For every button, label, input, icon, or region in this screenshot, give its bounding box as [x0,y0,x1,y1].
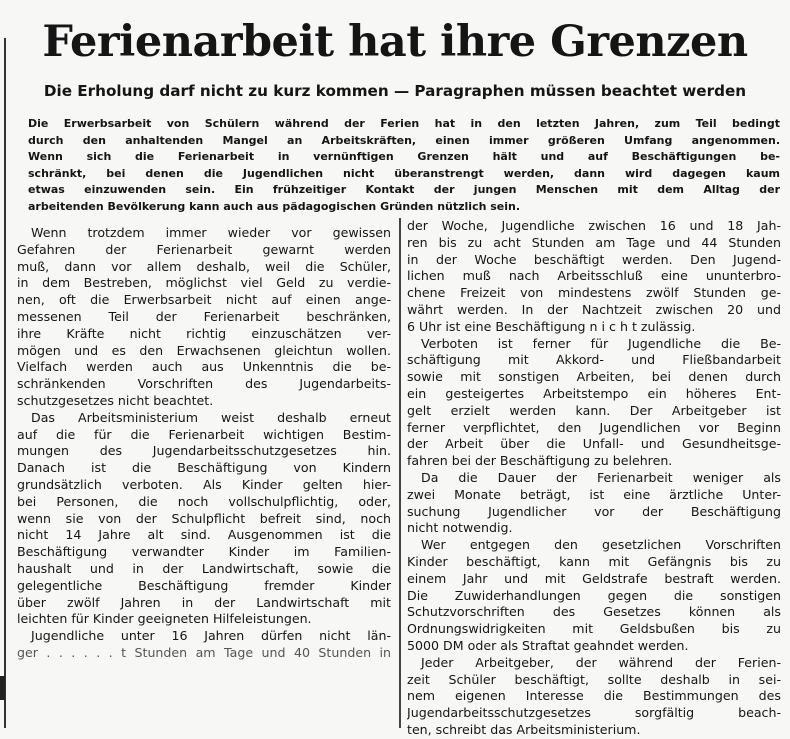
text-line: Vielfach werden auch aus Unkenntnis die be- [17,359,391,375]
left-column-rule [4,38,6,728]
text-line: grundsätzlich verboten. Als Kinder gelten hier- [17,476,391,492]
text-line: nen, oft die Erwerbsarbeit nicht auf einen ange- [17,292,391,308]
text-line: Das Arbeitsministerium weist deshalb erneut [31,409,391,425]
text-line: messenen Teil der Ferienarbeit beschränken, [17,308,391,324]
text-line: Beschäftigung verwandter Kinder im Familien- [17,544,391,560]
text-line: Verboten ist ferner für Jugendliche die Be- [421,335,781,351]
text-line: ihre Kräfte nicht richtig einzuschätzen ver- [17,325,391,341]
text-line: Ordnungswidrigkeiten mit Geldsbußen bis zu [407,621,781,637]
text-line: Wer entgegen den gesetzlichen Vorschriften [421,537,781,553]
text-line: 6 Uhr ist eine Beschäftigung n i c h t zulässig. [407,318,696,334]
text-line: ren bis zu acht Stunden am Tage und 44 Stunden [407,234,781,250]
text-line: haushalt und in der Landwirtschaft, sowie die [17,560,391,576]
article-headline: Ferienarbeit hat ihre Grenzen [42,17,748,67]
text-line: Jugendliche unter 16 Jahren dürfen nicht län- [31,628,391,644]
text-line: gelt erzielt werden kann. Der Arbeitgeber ist [407,402,781,418]
lead-line: Wenn sich die Ferienarbeit in vernünftigen Grenzen hält und auf Beschäftigungen be- [28,150,780,163]
article-lead-paragraph [28,116,780,215]
article-column-left [17,225,391,662]
text-line: leichten für Kinder geeigneten Hilfeleistungen. [17,611,312,627]
text-line: ein gesteigertes Arbeitstempo ein höheres Ent- [407,385,781,401]
text-line: muß, dann vor allem deshalb, weil die Schüler, [17,258,391,274]
text-line: bei Personen, die noch vollschulpflichtig, oder, [17,493,391,509]
text-line: suchung Jugendlicher vor der Beschäftigung [407,503,781,519]
article-column-right [407,218,781,739]
lead-line: Die Erwerbsarbeit von Schülern während der Ferien hat in den letzten Jahren, zum Teil bedingt [28,117,780,130]
article-subheadline: Die Erholung darf nicht zu kurz kommen — Paragraphen müssen beachtet werden [43,82,747,100]
text-line: Wenn trotzdem immer wieder vor gewissen [31,225,391,240]
text-line: Danach ist die Beschäftigung von Kindern [17,460,391,476]
text-line: ten, schreibt das Arbeitsministerium. [407,721,641,737]
lead-line: durch den anhaltenden Mangel an Arbeitskräften, einen immer größeren Umfang angenommen. [28,133,780,147]
text-line: zwei Monate beträgt, ist eine ärztliche Unter- [407,486,781,502]
scan-edge-mark [0,676,5,700]
text-line: einem Jahr und mit Geldstrafe bestraft werden. [407,570,781,586]
text-line: in dem Bestreben, möglichst viel Geld zu verdie- [17,275,391,291]
text-line: Da die Dauer der Ferienarbeit weniger als [421,469,781,485]
text-line: zeit Schüler beschäftigt, sollte deshalb in sei- [407,671,781,687]
text-line: währt werden. In der Nachtzeit zwischen 20 und [407,301,781,317]
text-line: Die Zuwiderhandlungen gegen die sonstigen [407,587,781,603]
text-line: schäftigung mit Akkord- und Fließbandarbeit [407,352,781,368]
text-line: wenn sie von der Schulpflicht befreit sind, noch [17,510,391,526]
text-line: nicht 14 Jahre alt sind. Ausgenommen ist die [17,527,391,543]
text-line: nicht notwendig. [407,520,513,536]
text-line: lichen muß nach Arbeitsschluß eine ununterbro- [407,268,781,284]
text-line: nem eigenen Interesse die Bestimmungen des [407,688,781,704]
text-line: mungen des Jugendarbeitsschutzgesetzes hin. [17,443,391,459]
text-line: der Arbeit über die Unfall- und Gesundheitsge- [407,436,781,452]
text-line: mögen und es den Erwachsenen gleichtun wollen. [17,342,391,358]
text-line: Jugendarbeitsschutzgesetzes sorgfältig beach- [407,705,781,721]
text-line: chene Freizeit von mindestens zwölf Stunden ge- [407,285,781,301]
text-line: ger . . . . . . t Stunden am Tage und 40 Stunden in [17,644,391,660]
text-line: auf die für die Ferienarbeit wichtigen Bestim- [17,426,391,442]
text-line: Gefahren der Ferienarbeit gewarnt werden [17,241,391,257]
text-line: Jeder Arbeitgeber, der während der Ferien- [421,654,781,670]
lead-line: schränkt, bei denen die Jugendlichen nicht überanstrengt werden, dann wird dagegen kaum [28,166,780,180]
text-line: schutzgesetzes nicht beachtet. [17,392,214,408]
text-line: fahren bei der Beschäftigung zu belehren. [407,453,673,469]
lead-line: arbeitenden Bevölkerung kann auch aus pädagogischen Gründen nützlich sein. [28,199,521,213]
text-line: Schutzvorschriften des Gesetzes können als [407,604,781,620]
text-line: Kinder beschäftigt, kann mit Gefängnis bis zu [407,553,781,569]
text-line: in der Woche beschäftigt werden. Den Jugend- [407,251,781,267]
text-line: ferner verpflichtet, den Jugendlichen vor Beginn [407,419,781,435]
text-line: 5000 DM oder als Straftat geahndet werden. [407,637,689,653]
text-line: über zwölf Jahren in der Landwirtschaft mit [17,594,391,610]
text-line: gelegentliche Beschäftigung fremder Kinder [17,577,391,593]
text-line: schränkenden Vorschriften des Jugendarbeits- [17,376,391,392]
column-divider-rule [399,218,401,728]
text-line: der Woche, Jugendliche zwischen 16 und 18 Jah- [407,218,781,233]
lead-line: etwas einzuwenden sein. Ein frühzeitiger Kontakt der jungen Menschen mit dem Alltag der [28,183,780,196]
text-line: sowie mit sonstigen Arbeiten, bei denen durch [407,369,781,385]
